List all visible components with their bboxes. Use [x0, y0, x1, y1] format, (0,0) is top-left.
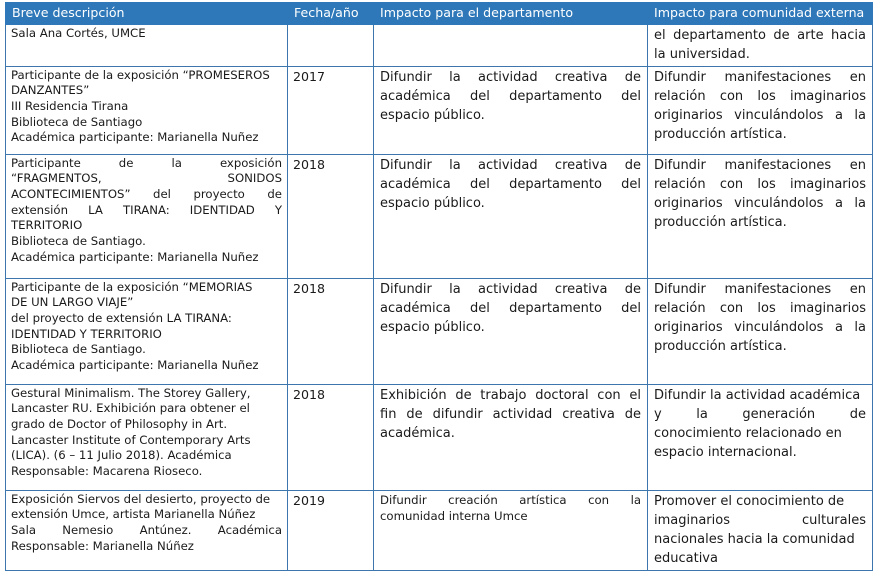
cell-text-line: Responsable: Marianella Núñez	[11, 538, 194, 553]
cell-descripcion	[6, 25, 288, 67]
table-row	[6, 25, 873, 67]
cell-year: 2017	[293, 68, 326, 84]
cell-text-line: Difundir manifestaciones en	[654, 281, 866, 297]
cell-impacto-externo	[648, 384, 873, 490]
cell-year: 2019	[293, 492, 326, 508]
cell-text-line: imaginarios culturales	[654, 512, 866, 528]
cell-year: 2018	[293, 156, 326, 172]
cell-text-line: Lancaster Institute of Contemporary Arts	[11, 432, 251, 447]
cell-text-line: Académica participante: Marianella Nuñez	[11, 358, 259, 373]
cell-text-line: comunidad interna Umce	[380, 508, 528, 523]
cell-text-line: la universidad.	[654, 47, 750, 63]
cell-text-line: Biblioteca de Santiago.	[11, 234, 146, 249]
header-impacto-comunidad-externa: Impacto para comunidad externa	[648, 3, 873, 25]
cell-text-line: Gestural Minimalism. The Storey Gallery,	[11, 385, 251, 400]
cell-text-line: Difundir la actividad académica	[654, 387, 861, 403]
cell-text-line: Difundir la actividad creativa de	[380, 157, 641, 173]
cell-text-line: producción artística.	[654, 339, 787, 355]
cell-text-line: Difundir creación artística con la	[380, 492, 641, 507]
header-impacto-departamento: Impacto para el departamento	[374, 3, 648, 25]
document-table-wrapper	[5, 2, 872, 571]
cell-text-line: fin de difundir actividad creativa de	[380, 406, 641, 422]
cell-text-line: extensión Umce, artista Marianella Núñez	[11, 507, 256, 522]
cell-text-line: DE UN LARGO VIAJE”	[11, 295, 134, 310]
cell-impacto-departamento	[374, 25, 648, 67]
cell-text-line: académica del departamento del	[380, 300, 641, 316]
cell-text-line: Difundir manifestaciones en	[654, 69, 866, 85]
cell-text-line: el departamento de arte hacia	[654, 28, 866, 43]
cell-text-line: del proyecto de extensión LA TIRANA:	[11, 311, 232, 325]
cell-text-line: Exhibición de trabajo doctoral con el	[380, 387, 641, 403]
cell-text-line: Sala Nemesio Antúnez. Académica	[11, 523, 282, 537]
cell-text-line: Difundir la actividad creativa de	[380, 69, 641, 85]
cell-text-line: originarios vinculándolos a la	[654, 108, 866, 124]
cell-text-line: (LICA). (6 – 11 Julio 2018). Académica	[11, 448, 232, 463]
cell-text-line: Sala Ana Cortés, UMCE	[11, 26, 146, 40]
cell-impacto-externo	[648, 25, 873, 67]
cell-descripcion	[6, 154, 288, 278]
cell-text-line: DANZANTES”	[11, 83, 90, 98]
cell-text-line: espacio público.	[380, 108, 485, 124]
table-header-row	[6, 3, 873, 25]
cell-text-line: académica del departamento del	[380, 88, 641, 104]
cell-text-line: “FRAGMENTOS, SONIDOS	[11, 171, 282, 186]
table-row	[6, 384, 873, 490]
table-row	[6, 66, 873, 154]
cell-text-line: Responsable: Macarena Rioseco.	[11, 464, 203, 479]
cell-year: 2018	[293, 280, 326, 296]
cell-text-line: espacio internacional.	[654, 445, 797, 461]
cell-impacto-externo	[648, 154, 873, 278]
cell-fecha	[288, 384, 374, 490]
table-body	[6, 25, 873, 571]
cell-text-line: nacionales hacia la comunidad	[654, 532, 855, 548]
cell-text-line: grado de Doctor of Philosophy in Art.	[11, 417, 228, 431]
cell-text-line: Participante de la exposición “MEMORIAS	[11, 279, 253, 294]
cell-text-line: académica del departamento del	[380, 176, 641, 192]
cell-text-line: IDENTIDAD Y TERRITORIO	[11, 326, 162, 341]
table-row	[6, 490, 873, 570]
cell-fecha	[288, 66, 374, 154]
cell-text-line: Exposición Siervos del desierto, proyecto de	[11, 491, 271, 506]
cell-year: 2018	[293, 386, 326, 402]
cell-text-line: Biblioteca de Santiago.	[11, 342, 146, 357]
cell-text-line: Participante de la exposición	[11, 155, 282, 170]
cell-text-line: TERRITORIO	[11, 218, 83, 233]
cell-text-line: Difundir manifestaciones en	[654, 157, 866, 173]
cell-impacto-departamento	[374, 154, 648, 278]
cell-text-line: ACONTECIMIENTOS” del proyecto de	[11, 187, 282, 201]
cell-descripcion	[6, 384, 288, 490]
cell-text-line: y la generación de	[654, 406, 866, 422]
cell-text-line: Académica participante: Marianella Nuñez	[11, 130, 259, 145]
header-breve-descripcion: Breve descripción	[6, 3, 288, 25]
cell-descripcion	[6, 278, 288, 384]
cell-impacto-departamento	[374, 384, 648, 490]
cell-descripcion	[6, 490, 288, 570]
cell-text-line: Promover el conocimiento de	[654, 493, 845, 509]
cell-impacto-externo	[648, 66, 873, 154]
cell-text-line: Participante de la exposición “PROMESEROS	[11, 67, 270, 82]
cell-text-line: conocimiento relacionado en	[654, 426, 842, 442]
cell-text-line: Difundir la actividad creativa de	[380, 281, 641, 297]
cell-descripcion	[6, 66, 288, 154]
cell-fecha	[288, 490, 374, 570]
cell-text-line: producción artística.	[654, 215, 787, 231]
cell-fecha	[288, 154, 374, 278]
cell-impacto-departamento	[374, 490, 648, 570]
cell-impacto-externo	[648, 278, 873, 384]
cell-text-line: relación con los imaginarios	[654, 88, 866, 104]
cell-text-line: académica.	[380, 426, 455, 442]
cell-impacto-departamento	[374, 278, 648, 384]
cell-text-line: educativa	[654, 551, 718, 567]
cell-text-line: extensión LA TIRANA: IDENTIDAD Y	[11, 202, 282, 217]
cell-text-line: producción artística.	[654, 127, 787, 143]
activities-table	[5, 2, 873, 571]
cell-text-line: espacio público.	[380, 196, 485, 212]
cell-text-line: originarios vinculándolos a la	[654, 196, 866, 212]
cell-text-line: Académica participante: Marianella Nuñez	[11, 249, 259, 264]
cell-fecha	[288, 278, 374, 384]
cell-text-line: III Residencia Tirana	[11, 99, 129, 113]
cell-text-line: relación con los imaginarios	[654, 300, 866, 316]
cell-text-line: relación con los imaginarios	[654, 176, 866, 192]
cell-text-line: espacio público.	[380, 320, 485, 336]
cell-fecha	[288, 25, 374, 67]
table-row	[6, 154, 873, 278]
header-fecha-ano: Fecha/año	[288, 3, 374, 25]
table-row	[6, 278, 873, 384]
cell-text-line: originarios vinculándolos a la	[654, 320, 866, 336]
cell-impacto-departamento	[374, 66, 648, 154]
cell-text-line: Lancaster RU. Exhibición para obtener el	[11, 401, 250, 416]
cell-impacto-externo	[648, 490, 873, 570]
cell-text-line: Biblioteca de Santiago	[11, 114, 143, 129]
